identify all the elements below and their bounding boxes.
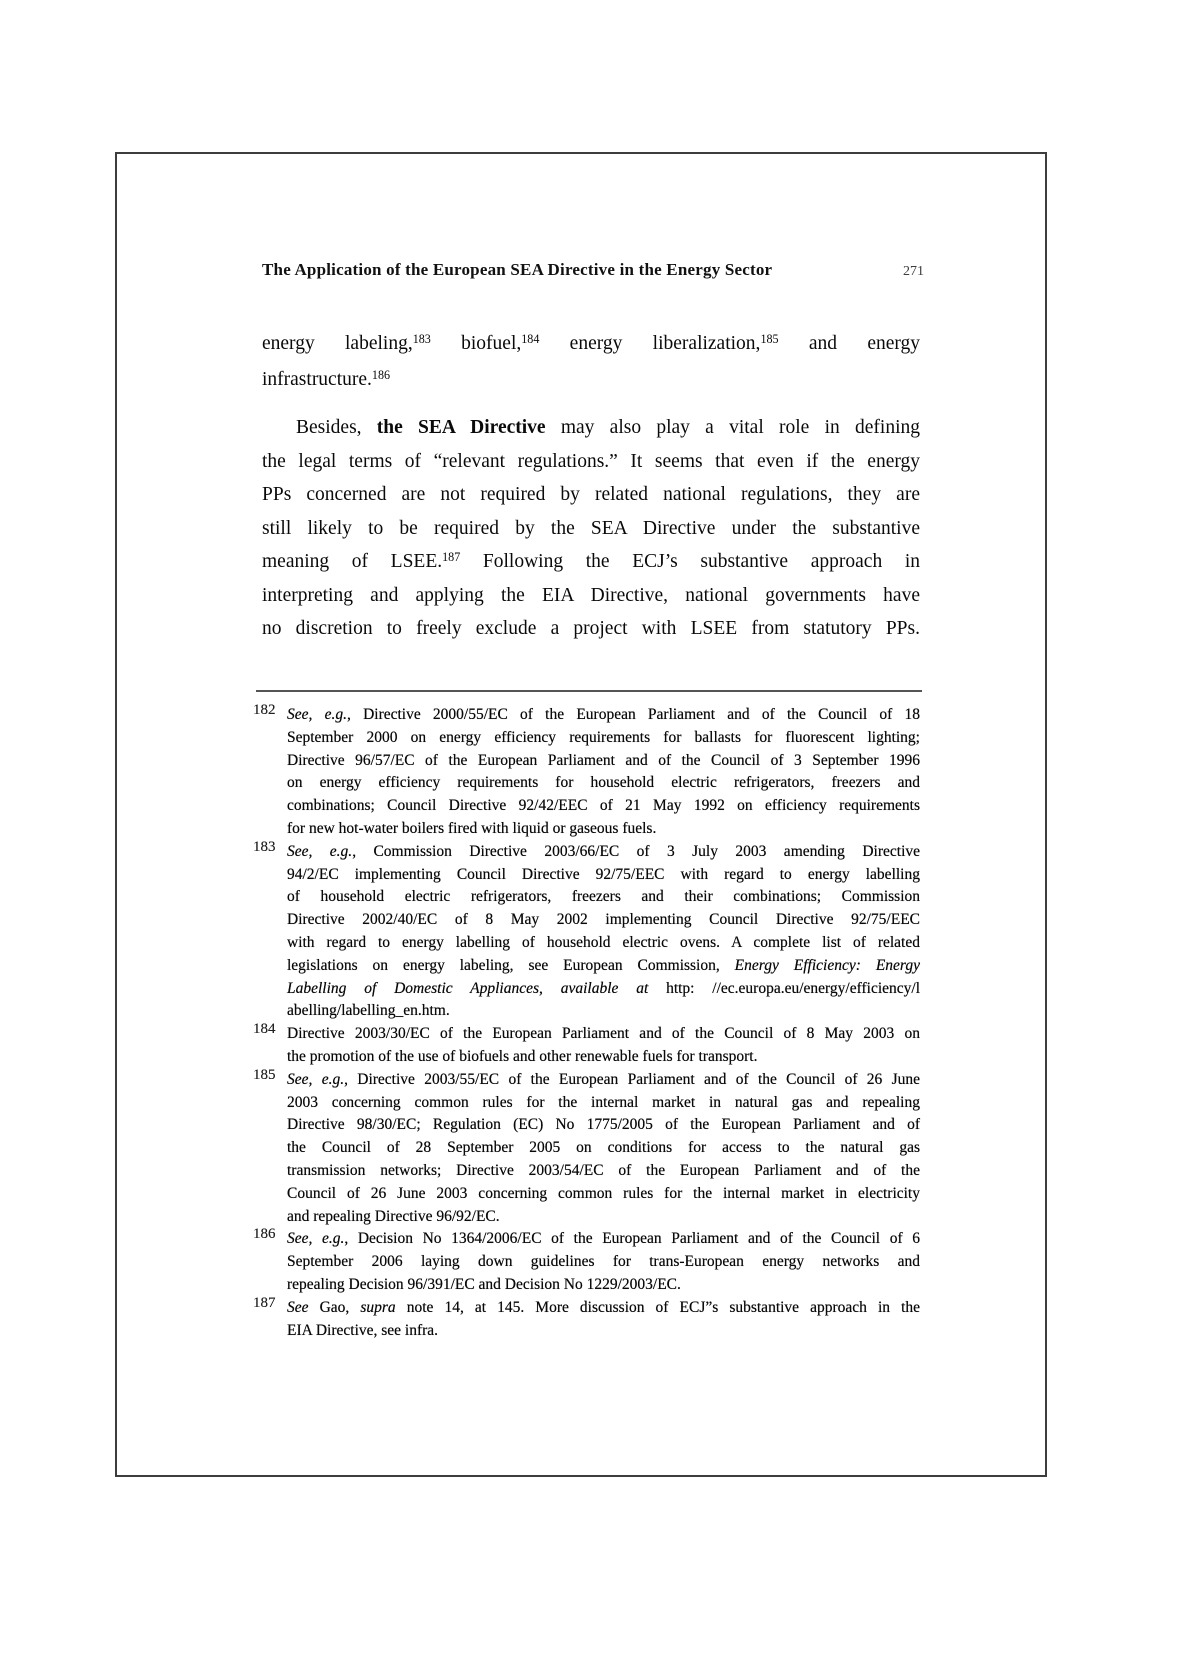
text-line <box>287 704 920 727</box>
text-segment: legislations on energy labeling, see European Commission, <box>287 956 735 974</box>
text-segment: Directive 2002/40/EC of 8 May 2002 implementing Council Directive 92/75/EEC <box>287 911 920 929</box>
text-segment: Directive 2003/30/EC of the European Parliament and of the Council of 8 May 2003 on <box>287 1025 920 1043</box>
text-segment: and energy <box>778 333 921 354</box>
footnote-number: 185 <box>253 1066 276 1083</box>
text-line <box>287 1251 920 1274</box>
text-line <box>287 1183 920 1206</box>
text-line <box>287 795 920 818</box>
footnote-separator <box>256 690 922 692</box>
footnote-184 <box>253 1021 920 1069</box>
text-line <box>287 886 920 909</box>
text-line <box>262 411 920 445</box>
text-line <box>287 909 920 932</box>
text-segment: PPs concerned are not required by related national regulations, they are <box>262 484 920 505</box>
text-segment: See, e.g. <box>287 706 347 723</box>
text-line <box>287 772 920 795</box>
text-line <box>287 955 920 978</box>
text-line <box>287 1160 920 1183</box>
footnotes-section <box>253 702 921 1342</box>
text-line <box>287 1320 920 1343</box>
footnote-187 <box>253 1294 921 1343</box>
text-segment: note 14, at 145. More discussion of ECJ”s substantive approach in the <box>395 1298 921 1316</box>
footnote-185 <box>253 1066 920 1229</box>
text-line <box>287 1297 920 1320</box>
text-segment: infrastructure. <box>262 369 372 390</box>
text-segment: http: //ec.europa.eu/energy/efficiency/l <box>648 979 921 997</box>
text-line <box>287 1046 920 1069</box>
text-segment: interpreting and applying the EIA Directive, national governments have <box>262 584 920 606</box>
text-line <box>262 612 920 646</box>
footnote-marker: 187 <box>442 549 461 564</box>
text-segment: Council of 26 June 2003 concerning common rules for the internal market in electricity <box>287 1184 920 1202</box>
text-segment: still likely to be required by the SEA Directive under the substantive <box>262 517 920 539</box>
text-line <box>287 841 920 864</box>
text-segment: Labelling of Domestic Appliances <box>287 979 540 997</box>
text-segment: the legal terms of “relevant regulations.” It seems that even if the energy <box>262 450 920 472</box>
footnote-text <box>287 1228 920 1296</box>
text-segment: Besides, <box>296 417 377 438</box>
text-segment: Directive 96/57/EC of the European Parliament and of the Council of 3 September 1996 <box>287 751 920 769</box>
text-segment: combinations; Council Directive 92/42/EEC of 21 May 1992 on efficiency requirements <box>287 797 920 815</box>
text-line <box>287 1000 920 1023</box>
text-line <box>287 1092 920 1115</box>
text-line <box>287 1274 920 1297</box>
text-line <box>287 864 920 887</box>
text-line <box>287 1114 920 1137</box>
text-segment: September 2006 laying down guidelines for trans-European energy networks and <box>287 1253 920 1271</box>
text-segment: repealing Decision 96/391/EC and Decision No 1229/2003/EC. <box>287 1275 681 1293</box>
footnote-text <box>287 841 920 1023</box>
text-segment: Following the ECJ’s substantive approach in <box>460 551 921 572</box>
text-line <box>262 362 920 398</box>
text-line <box>262 478 920 512</box>
footnote-number: 186 <box>253 1226 276 1243</box>
footnote-marker: 184 <box>521 331 540 346</box>
footnote-183 <box>253 838 921 1023</box>
footnote-186 <box>253 1226 920 1296</box>
text-segment: transmission networks; Directive 2003/54/EC of the European Parliament and of the <box>287 1161 920 1179</box>
footnote-marker: 185 <box>760 331 779 346</box>
text-segment: the Council of 28 September 2005 on conditions for access to the natural gas <box>287 1139 920 1157</box>
text-segment: See, e.g. <box>287 842 353 860</box>
text-segment: EIA Directive, see infra. <box>287 1321 439 1339</box>
text-segment: 2003 concerning common rules for the internal market in natural gas and repealing <box>287 1093 920 1111</box>
text-segment: the promotion of the use of biofuels and other renewable fuels for transport. <box>287 1047 758 1065</box>
page-number: 271 <box>903 264 924 279</box>
text-line <box>262 545 920 579</box>
text-segment: on energy efficiency requirements for household electric refrigerators, freezers and <box>287 774 920 792</box>
text-segment: See <box>287 1298 309 1316</box>
footnote-182 <box>253 702 921 841</box>
text-line <box>262 579 920 613</box>
page-frame <box>115 152 1047 1477</box>
text-segment: Energy Efficiency: Energy <box>734 956 921 974</box>
text-line <box>262 445 920 479</box>
text-segment: and repealing Directive 96/92/EC. <box>287 1207 500 1225</box>
header-title: The Application of the European SEA Directive in the Energy Sector <box>262 260 773 279</box>
text-segment: 94/2/EC implementing Council Directive 92/75/EEC with regard to energy labelling <box>287 865 920 883</box>
text-segment: , Directive 2000/55/EC of the European Parliament and of the Council of 18 <box>346 706 921 723</box>
text-line <box>287 727 920 750</box>
footnote-number: 183 <box>253 838 276 855</box>
footnote-marker: 183 <box>412 331 431 346</box>
text-line <box>287 1023 920 1046</box>
text-segment: Directive 98/30/EC; Regulation (EC) No 1775/2005 of the European Parliament and of <box>287 1116 920 1134</box>
text-segment: , <box>539 979 561 997</box>
text-segment: may also play a vital role in defining <box>545 417 920 438</box>
text-line <box>287 750 920 773</box>
text-line <box>287 1206 920 1229</box>
text-segment: See, e.g. <box>287 1070 345 1088</box>
text-line <box>287 978 920 1001</box>
footnote-marker: 186 <box>371 367 391 382</box>
text-line <box>287 1137 920 1160</box>
footnote-text <box>287 1297 920 1343</box>
text-segment: available at <box>560 979 649 997</box>
text-line <box>287 818 920 841</box>
text-segment: of household electric refrigerators, freezers and their combinations; Commission <box>287 888 920 906</box>
text-segment: with regard to energy labelling of household electric ovens. A complete list of related <box>287 933 920 951</box>
text-line <box>262 326 920 362</box>
text-line <box>287 1069 920 1092</box>
footnote-number: 182 <box>253 702 276 718</box>
text-segment: Gao, <box>308 1298 361 1316</box>
text-segment: September 2000 on energy efficiency requirements for ballasts for fluorescent lighting; <box>287 728 920 746</box>
text-segment: the SEA Directive <box>376 417 546 438</box>
text-segment: for new hot-water boilers fired with liquid or gaseous fuels. <box>287 819 657 837</box>
footnote-text <box>287 1023 920 1069</box>
text-segment: energy liberalization, <box>539 333 761 354</box>
text-line <box>262 512 920 546</box>
text-segment: no discretion to freely exclude a project with LSEE from statutory PPs. <box>262 618 920 639</box>
footnote-number: 184 <box>253 1021 276 1038</box>
text-segment: energy labeling, <box>262 333 413 354</box>
text-segment: , Decision No 1364/2006/EC of the European Parliament and of the Council of 6 <box>344 1230 920 1248</box>
text-segment: , Directive 2003/55/EC of the European Parliament and of the Council of 26 June <box>344 1070 920 1088</box>
text-segment: , Commission Directive 2003/66/EC of 3 July 2003 amending Directive <box>352 842 921 860</box>
text-line <box>287 1228 920 1251</box>
footnote-text <box>287 1069 920 1229</box>
text-segment: meaning of LSEE. <box>262 551 443 572</box>
text-segment: See, e.g. <box>287 1230 345 1248</box>
text-segment: biofuel, <box>430 333 522 354</box>
footnote-text <box>287 704 920 841</box>
text-segment: abelling/labelling_en.htm. <box>287 1002 450 1020</box>
footnote-number: 187 <box>253 1294 276 1311</box>
text-segment: supra <box>360 1298 396 1316</box>
body-paragraph-2 <box>262 411 920 646</box>
text-line <box>287 932 920 955</box>
running-header <box>262 260 924 280</box>
body-paragraph-1 <box>262 326 920 398</box>
